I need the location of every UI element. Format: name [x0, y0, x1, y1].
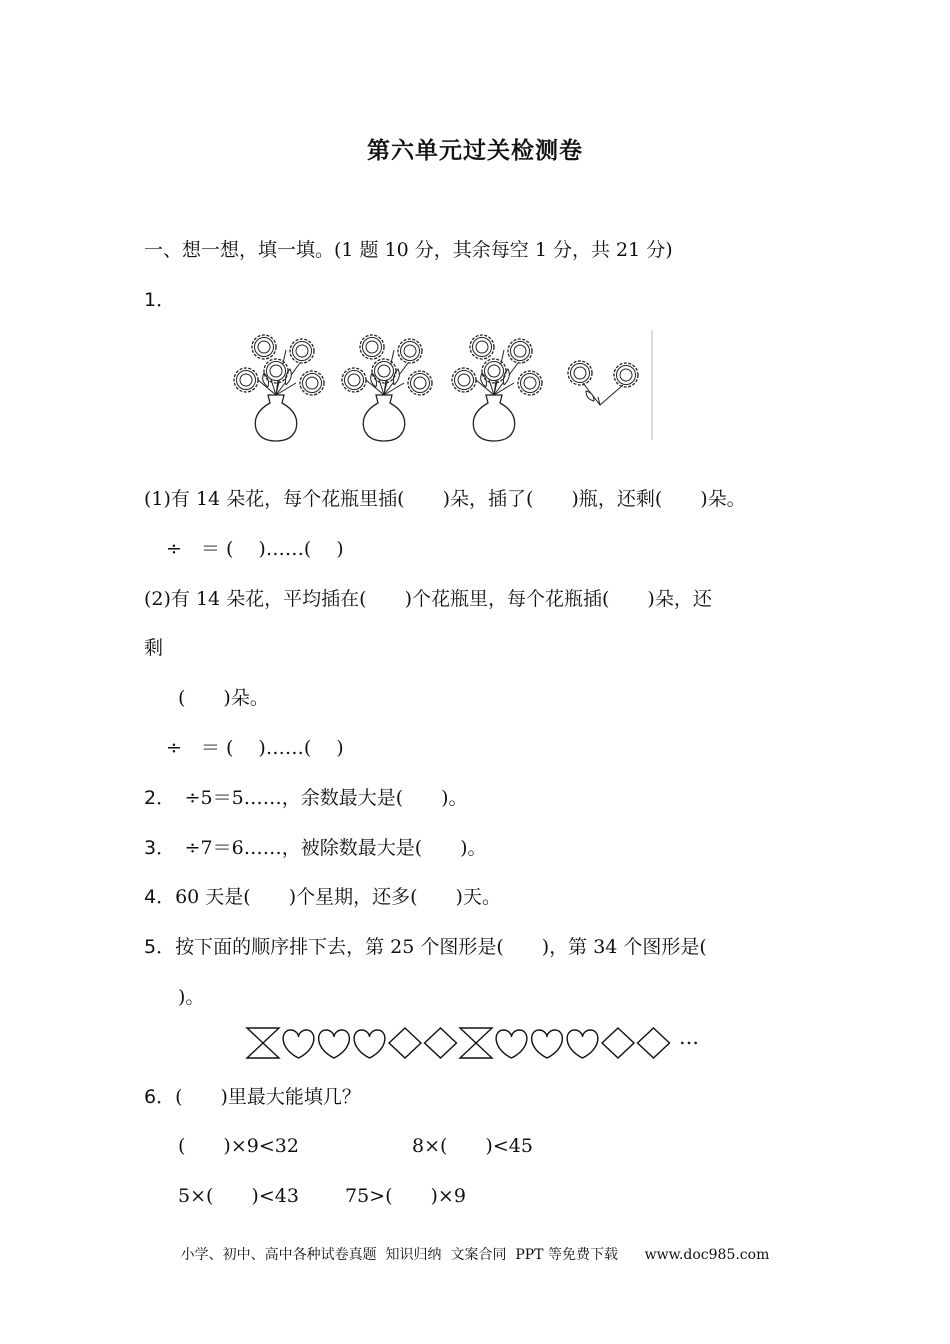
loose-flowers-icon	[568, 361, 638, 405]
hourglass-shape	[247, 1028, 279, 1058]
flower-vases-image	[228, 325, 658, 450]
flower-vase-icon	[234, 335, 324, 441]
heart-shape	[496, 1030, 527, 1058]
shape-sequence-ellipsis: …	[679, 1025, 699, 1049]
heart-shape	[532, 1030, 563, 1058]
q4-label: 4．	[144, 886, 176, 908]
flower-vase-icon	[342, 335, 432, 441]
heart-shape	[319, 1030, 350, 1058]
q1-part2-text-wrap: 剩	[144, 637, 164, 659]
heart-shape	[283, 1030, 314, 1058]
diamond-shape	[389, 1028, 421, 1058]
q5-text: 按下面的顺序排下去，第 25 个图形是( )，第 34 个图形是(	[175, 936, 707, 958]
flower-vase-icon	[452, 335, 542, 441]
q6-row1-left: ( )×9<32	[178, 1135, 299, 1157]
q4	[144, 885, 501, 909]
q6-row2-left: 5×( )<43	[178, 1185, 299, 1207]
q2-text: ÷5＝5……，余数最大是( )。	[165, 787, 468, 809]
diamond-shape	[425, 1028, 457, 1058]
diamond-shape	[638, 1028, 670, 1058]
q1-part2-text: (2)有 14 朵花，平均插在( )个花瓶里，每个花瓶插( )朵，还	[144, 588, 712, 610]
heart-shape	[354, 1030, 385, 1058]
q2-label: 2．	[144, 787, 166, 809]
q1-part2-equation: ÷ ＝ ( )……( )	[166, 737, 344, 759]
q3-text: ÷7＝6……，被除数最大是( )。	[165, 837, 487, 859]
heart-shape	[567, 1030, 598, 1058]
q1-label: 1．	[144, 289, 176, 311]
q5-text-end: )。	[178, 986, 205, 1008]
q1-part2-text-end: ( )朵。	[178, 687, 269, 709]
q3-label: 3．	[144, 837, 166, 859]
q3	[144, 836, 487, 860]
q1-part1-equation: ÷ ＝ ( )……( )	[166, 538, 344, 560]
q5	[144, 935, 707, 959]
diamond-shape	[602, 1028, 634, 1058]
q6-row2-right: 75>( )×9	[345, 1185, 466, 1207]
q1-part1-text: (1)有 14 朵花，每个花瓶里插( )朵，插了( )瓶，还剩( )朵。	[144, 488, 746, 510]
hourglass-shape	[460, 1028, 492, 1058]
q5-label: 5．	[144, 936, 176, 958]
page-title: 第六单元过关检测卷	[367, 138, 583, 164]
q6-row1-right: 8×( )<45	[412, 1135, 533, 1157]
section-heading: 一、想一想，填一填。(1 题 10 分，其余每空 1 分，共 21 分)	[144, 239, 673, 261]
q2	[144, 786, 468, 810]
q4-text: 60 天是( )个星期，还多( )天。	[175, 886, 501, 908]
shape-sequence	[245, 1022, 715, 1064]
footer-text: 小学、初中、高中各种试卷真题 知识归纳 文案合同 PPT 等免费下载 www.doc985.com	[180, 1247, 770, 1263]
q6	[144, 1085, 361, 1109]
q6-text: ( )里最大能填几？	[175, 1086, 361, 1108]
q6-label: 6．	[144, 1086, 176, 1108]
